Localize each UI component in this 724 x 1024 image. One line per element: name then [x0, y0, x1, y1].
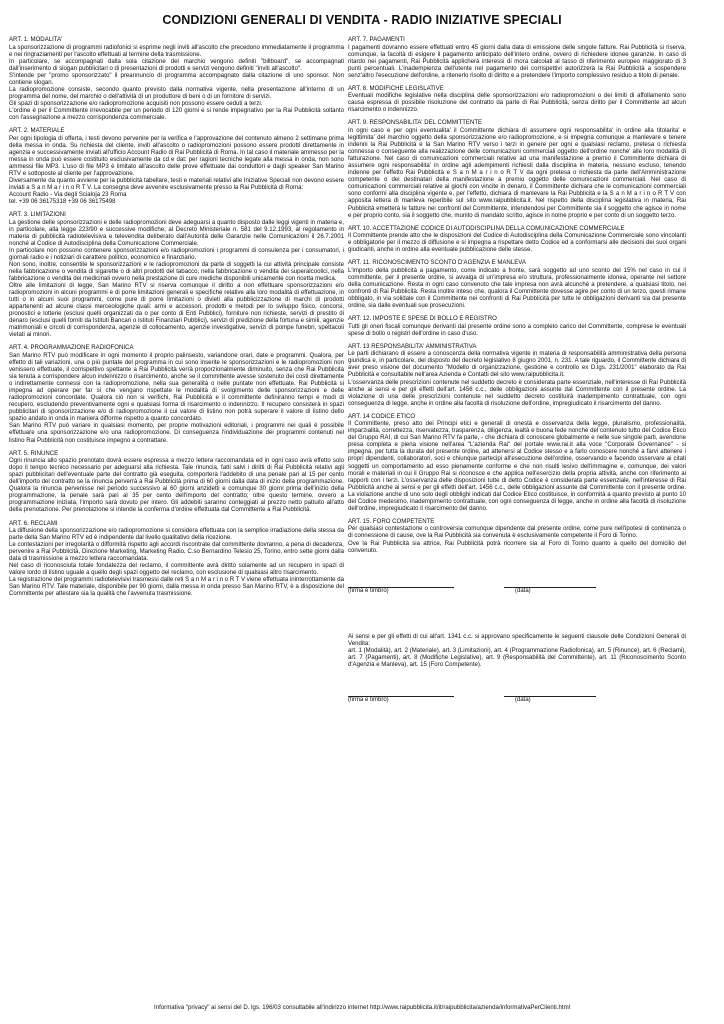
- right-column: [348, 36, 686, 736]
- article-body: [348, 420, 686, 512]
- article-heading: ART. 15. FORO COMPETENTE: [348, 517, 435, 525]
- article-paragraph: Non sono, inoltre, consentite le sponsorizzazioni e le radiopromozioni da parte di soggetti la cui attività principale consiste nella fabbricazione o vendita di sigarette o di altri prodotti del tabacco, nella fabbricazione o vendita dei superalcoolici, nella fabbricazione o vendita dei medicinali ovvero nella prestazione di cure mediche disponibili unicamente con ricetta medica.: [9, 260, 344, 282]
- article-paragraph: La registrazione dei programmi radiotelevisivi trasmessi dalle reti S a n M a r i n o R T V viene effettuata ininterrottamente da San Marino RTV. Tale materiale, disponibile per 90 giorni, dalla messa in onda presso San Marino RTV, è a disposizione del Committente per attestare sia la qualità che l'avvenuta trasmissione.: [9, 576, 344, 598]
- article-body: [348, 525, 686, 553]
- article-heading: ART. 6. RECLAMI: [9, 519, 58, 527]
- article-heading: ART. 1. MODALITA': [9, 36, 63, 43]
- left-column: [9, 36, 344, 604]
- article-paragraph: In ogni caso e per ogni eventualita' il Committente dichiara di assumere ogni responsabilita' in ordine alla titolarita' e legittimita' del marchio oggetto della sponsorizzazione e/o radiopromozione, e si impegna comunque a manlevare e tenere indenni la Rai Pubblicità e la San Marino RTV verso i terzi in genere per ogni e qualsiasi reclamo, pretesa o richiesta connessa o conseguente alla realizzazione delle comunicazioni commerciali oggetto dell'ordine nonche' alle loro modalità di fatturazione. Nel caso di comunicazioni commerciali relative ad una manifestazione a premio il Committente dichiara di assumere ogni responsabilita' in ordine agli adempimenti richiesti dalla disciplina in materia, nessuno escluso, tenendo indenne per l'effetto Rai Pubblicità e S a n M a r i n o R T V da ogni pretesa o richiesta da parte dell'Amministrazione competente o dei destinatari della manifestazione a premio oggetto delle comunicazioni commerciali. Nel caso di comunicazioni commerciali relative ai giochi con vincite in denaro, il Committente dichiara che le comunicazioni commerciali sono conformi alla disciplina vigente e, per l'effetto, dichiara di manlevare la Rai Pubblicità e la S a n M a r i n o R T V con apposita lettera di manleva reperibile sul sito www.raipubblicita.it. Nel rispetto della disciplina legislativa in materia, Rai Pubblicità emetterà le fatture nei confronti del Committente, intendendosi per Committente sia il soggetto che agisce in nome e per proprio conto, sia il soggetto che, munito di mandato scritto, agisce in nome proprio e per conto di un soggetto terzo.: [348, 127, 686, 219]
- article-paragraph: Le parti dichiarano di essere a conoscenza della normativa vigente in materia di responsabilità amministrativa della persona giuridica e, in particolare, del disposto del decreto legislativo 8 giugno 2001, n. 231. A tale riguardo, il Committente dichiara di aver preso visione del documento "Modello di organizzazione, gestione e controllo ex D.lgs. 231/2001" elaborato da Rai Pubblicità e consultabile nell'area Azienda e Contatti del sito www.raipubblicita.it.: [348, 350, 686, 379]
- signature-label: (firma e timbro): [348, 696, 389, 703]
- article-body: [9, 352, 344, 444]
- article-heading: ART. 4. PROGRAMMAZIONE RADIOFONICA: [9, 344, 134, 352]
- article-section: [9, 211, 344, 338]
- article-paragraph: La gestione delle sponsorizzazioni e delle radiopromozioni deve adeguarsi a quanto disposto dalle leggi vigenti in materia e, in particolare, alla legge 223/90 e successive modifiche, al Decreto Ministeriale n. 581 del 9.12.1993, al regolamento in materia di pubblicità radiotelevisiva e televendita deliberato dall'Autorità delle Garanzie nelle Comunicazioni il 26.7.2001 nonché al Codice di Autodisciplina della Comunicazione Commerciale.: [9, 218, 344, 247]
- article-section: [9, 450, 344, 514]
- approval-clauses: [348, 633, 686, 668]
- article-paragraph: Tutti gli oneri fiscali comunque derivanti dal presente ordine sono a completo carico del Committente, comprese le eventuali spese di bollo o registri dell'ordine in caso d'uso.: [348, 322, 686, 337]
- article-heading: ART. 5. RINUNCE: [9, 449, 59, 457]
- article-paragraph: San Marino RTV può variare in qualsiasi momento, per proprie motivazioni editoriali, i programmi nei quali è possibile effettuare una sponsorizzazione e/o una radiopromozione. Di conseguenza l'individuazione dei programmi contenuti nel listino Rai Pubblicità non costituisce impegno a contrattare.: [9, 422, 344, 444]
- article-paragraph: tel. +39 06 36175318 +39 06 36175498: [9, 198, 116, 206]
- article-paragraph: In particolare non possono contenere sponsorizzazioni e/o radiopromozioni i programmi di consulenza per i consumatori, i giornali radio e i notiziari di carattere politico, economico e finanziario.: [9, 246, 344, 261]
- article-paragraph: Il Committente, preso atto dei Principi etici e generali di onestà e osservanza della legge, pluralismo, professionalità, imparzialità, correttezza, riservatezza, trasparenza, diligenza, lealtà e buona fede nonché del contenuto tutto del Codice Etico del Gruppo RAI, di cui San Marino RTV fa parte, - che dichiara di conoscere globalmente e nelle sue singole parti, avendone presa completa e piena visione nell'area "L'azienda Rai" del portale www.rai.it alla voce "Corporate Governance" - si impegna, per tutta la durata del presente ordine, ad attenersi al Codice stesso e a farlo conoscere nonché a farvi attenere i propri dipendenti, collaboratori, soci e chiunque partecipi all'esecuzione dell'ordine, osservando e facendo osservare ai citati soggetti un comportamento ad esso pienamente conforme e che non risulti lesivo dell'immagine e, comunque, dei valori morali e materiali in cui il Gruppo Rai si riconosce e che applica nell'esercizio della propria attività, anche con riferimento ai rapporti con i terzi. L'osservanza delle disposizioni tutte di detto Codice è considerata parte essenziale, nell'interesse di Rai Pubblicità anche ai sensi e per gli effetti dell'art. 1456 c.c., delle obbligazioni assunte dal Committente con il presente ordine. La violazione anche di uno solo degli obblighi indicati dal Codice Etico costituisce, in conformità a quanto previsto al punto 10 del Codice medesimo, inadempimento contrattuale, con ogni conseguenza di legge, anche in ordine alla facoltà di risoluzione dell'ordine, impregiudicato il risarcimento del danno.: [348, 420, 686, 512]
- article-paragraph: Per qualsiasi contestazione o controversia comunque dipendente dal presente ordine, come pure nell'ipotesi di continenza o di connessione di cause, ove la Rai Pubblicità sia convenuta è esclusivamente competente il Foro di Torino.: [348, 525, 686, 540]
- article-body: [9, 457, 344, 513]
- article-section: [9, 520, 344, 598]
- article-paragraph: S'intende per "promo sponsorizzato" il preannuncio di programma accompagnato dalla citazione di uno sponsor. Non contiene slogan.: [9, 71, 344, 86]
- article-paragraph: Le contestazioni per irregolarità o difformità rispetto agli accordi riscontrate dal committente dovranno, a pena di decadenza, pervenire a Rai Pubblicità, Direzione Marketing, Marketing Radio, C.so Bernardino Telesio 25, Torino, entro sette giorni dalla data di trasmissione a mezzo lettera raccomandata.: [9, 541, 344, 563]
- article-section: [348, 36, 686, 79]
- article-paragraph: La diffusione della sponsorizzazione e/o radiopromozione si considera effettuata con la semplice irradiazione della stessa da parte della San Marino RTV ed è indipendente dal livello qualitativo della ricezione.: [9, 527, 344, 542]
- article-paragraph: Ove la Rai Pubblicità sia attrice, Rai Pubblicità potrà ricorrere sia al Foro di Torino quanto a quello del domicilio del convenuto.: [348, 539, 686, 554]
- privacy-footer: Informativa "privacy" ai sensi del D. lgs. 196/03 consultabile all'indirizzo internet http://www.raipubblicita.it/it/raipubblicita/azienda/informativaPerClienti.html: [154, 1004, 570, 1011]
- signature-label: (firma e timbro): [348, 587, 389, 594]
- article-heading: ART. 14 CODICE ETICO: [348, 412, 416, 420]
- article-paragraph: I pagamenti dovranno essere effettuati entro 45 giorni dalla data di emissione delle singole fatture. Rai Pubblicità si riserva, comunque, la facoltà di esigere il pagamento anticipato dell'intero ordine, ovvero di richiedere idonee garanzie. In caso di ritardo nei pagamenti, Rai Pubblicità applicherà interessi di mora calcolati al tasso di riferimento europeo maggiorato di 3 punti percentuali. L'inadempienza dell'utente nel pagamento dei corrispettivi autorizzerà la Rai Pubblicità a sospendere senz'altro l'esecuzione dell'ordine, a ritenerlo risolto di diritto e a pretendere l'importo complessivo residuo a titolo di penale.: [348, 43, 686, 79]
- article-body: [348, 323, 686, 337]
- article-section: [348, 85, 686, 114]
- article-paragraph: San Marino RTV può modificare in ogni momento il proprio palinsesto, variandone orari, date e programmi. Qualora, per effetto di tali variazioni, una o più puntate del programma in cui sono inserite le sponsorizzazioni e le radiopromozioni non venissero effettuate, il corrispettivo spettante a Rai Pubblicità verrà proporzionalmente diminuito, senza che Rai Pubblicità sia tenuta a corrispondere alcun indennizzo o risarcimento, anche se il committente avesse sostenuto dei costi direttamente o indirettamente connessi con la radiopromozione, nella sua generalità o nelle puntate non effettuate. Rai Pubblicità si impegna ad operare per far sì che vengano rispettate le modalità di svolgimento delle sponsorizzazioni e delle radiopromozioni concordate. Qualora ciò non si verifichi, Rai Pubblicità e il committente definiranno tempi e modi di recupero, escludendo preventivamente ogni e qualsiasi forma di risarcimento o indennizzo. Il recupero consisterà in spazi pubblicitari di sponsorizzazione e/o di radiopromozione il cui valore di listino non potrà superare il valore di listino dello spazio andato in onda in maniera difforme rispetto a quanto concordato.: [9, 351, 344, 423]
- article-heading: ART. 2. MATERIALE: [9, 127, 65, 135]
- article-section: [348, 259, 686, 309]
- article-section: [348, 225, 686, 254]
- article-paragraph: Ogni rinuncia allo spazio prenotato dovrà essere espressa a mezzo lettera raccomandata ed in ogni caso avrà effetto solo dopo il tempo tecnico necessario per adeguarsi alla richiesta. Tale rinuncia, fatti salvi i diritti di Rai Pubblicità relativi agli spazi pubblicitari dell'eventuale parte del contratto già eseguita, comporterà l'addebito di una penale pari al 15 per cento dell'importo del contratto se la rinuncia perverrà a Rai Pubblicità prima di 60 giorni dalla data di inizio della programmazione. Qualora la rinuncia pervenisse nel periodo successivo ai 60 giorni anzidetti e comunque 30 giorni prima dell'inizio della programmazione, la penale sarà pari al 35 per cento dell'importo del contratto; oltre questo termine, ovvero a programmazione iniziata, l'importo sarà dovuto per intero. Gli addebiti saranno conteggiati al prezzo netto pattuito all'atto della prenotazione. Per prenotazione si intende la conferma d'ordine effettuata dal Committente a Rai Pubblicità.: [9, 457, 344, 514]
- article-body: [9, 44, 344, 122]
- article-heading: ART. 8. MODIFICHE LEGISLATIVE: [348, 84, 444, 92]
- article-paragraph: Account Radio - Via degli Scialoja 23 Roma: [9, 190, 127, 198]
- article-section: [9, 127, 344, 205]
- article-paragraph: Per ogni tipologia di offerta, i testi devono pervenire per la verifica e l'approvazione del contenuto almeno 2 settimane prima della messa in onda. Su richiesta del cliente, inviti all'ascolto o radiopromozioni possono essere prodotti direttamente in agenzia e successivamente inviati all'ufficio Account Radio di Rai Pubblicità di Roma. In tal caso il materiale ammesso per la messa in onda può essere costituito esclusivamente da cd e dat: per ragioni tecniche legate alla messa in onda, non sono ammessi file MP3. L'uso di file MP3 è limitato all'ascolto delle prove effettuate dai conduttori e dagli speaker San Marino RTV e sottoposte al cliente per l'approvazione.: [9, 134, 344, 177]
- date-label: (data): [515, 696, 531, 703]
- signature-block-1: [348, 587, 686, 627]
- article-body: [348, 232, 686, 253]
- article-paragraph: La sponsorizzazione di programmi radiofonici si esprime negli inviti all'ascolto che precedono immediatamente il programma e nei ringraziamenti per l'ascolto effettuati al termine della trasmissione.: [9, 43, 344, 58]
- article-heading: ART. 13 RESPONSABILITA' AMMINISTRATIVA: [348, 342, 477, 350]
- article-body: [348, 127, 686, 219]
- document-title: CONDIZIONI GENERALI DI VENDITA - RADIO INIZIATIVE SPECIALI: [162, 13, 562, 27]
- article-heading: ART. 3. LIMITAZIONI: [9, 211, 66, 219]
- article-body: [9, 527, 344, 597]
- article-body: [9, 135, 344, 205]
- article-body: [348, 92, 686, 113]
- article-body: [348, 44, 686, 79]
- approval-intro: Ai sensi e per gli effetti di cui all'art. 1341 c.c. si approvano specificamente le seguenti clausole delle Condizioni Generali di Vendita:: [348, 632, 686, 647]
- article-body: [9, 219, 344, 339]
- right-articles: [348, 36, 686, 554]
- article-paragraph: L'importo della pubblicità a pagamento, come indicato a fronte, sarà soggetto ad uno sconto del 15% nel caso in cui il committente, per il presente ordine, si avvalga di un'impresa e/o struttura, professionalmente idonea, operante nel settore della comunicazione. Resta in ogni caso convenuto che tale impresa non avrà alcunché a pretendere, a qualsiasi titolo, nei confronti di Rai Pubblicità. Resta inoltre inteso che, qualora il Committente dovesse agire per conto di un terzo, questi rimane obbligato, in via solidale con il Committente nei confronti di Rai Pubblicità per tutte le obbligazioni derivanti sia dal presente ordine, sia dalle eventuali sue prosecuzioni.: [348, 266, 686, 310]
- article-paragraph: Gli spazi di sponsorizzazione e/o radiopromozione acquisiti non possono essere ceduti a terzi.: [9, 99, 263, 107]
- article-paragraph: Diversamente da quanto avviene per la pubblicità tabellare, testi e materiali relativi alle Iniziative Speciali non devono essere inviati a S a n M a r i n o R T V. La consegna deve avvenire esclusivamente presso la Rai Pubblicità di Roma:: [9, 176, 344, 191]
- article-section: [348, 343, 686, 407]
- article-paragraph: Il Committente prende atto che le disposizioni del Codice di Autodisciplina della Comunicazione Commerciale sono vincolanti e obbligatorie per il mezzo di diffusione e si impegna a rispettare detto Codice ed a conformarsi alle decisioni dei suoi organi giudicanti, anche in ordine alla eventuale pubblicazione delle stesse.: [348, 232, 686, 254]
- signature-block-2: [348, 696, 686, 736]
- article-section: [9, 344, 344, 443]
- date-label: (data): [515, 587, 531, 594]
- article-paragraph: L'ordine è per il Committente irrevocabile per un periodo di 120 giorni e si rende impegnativo per la Rai Pubblicità soltanto con l'assegnazione a mezzo corrispondenza commerciale.: [9, 106, 344, 122]
- article-heading: ART. 11. RICONOSCIMENTO SCONTO D'AGENZIA E MANLEVA: [348, 259, 526, 267]
- approval-list: art. 1 (Modalità), art. 2 (Materiale), art. 3 (Limitazioni), art. 4 (Programmazione Radiofonica), art. 5 (Rinunce), art. 6 (Reclami), art. 7 (Pagamenti), art. 8 (Modifiche Legislative), art. 9 (Responsabilità del Committente), art. 11 (Riconoscimento Sconto d'Agenzia e Manleva), art. 15 (Foro Competente).: [348, 646, 686, 668]
- article-heading: ART. 7. PAGAMENTI: [348, 36, 405, 43]
- article-heading: ART. 12. IMPOSTE E SPESE DI BOLLO E REGISTRO: [348, 315, 497, 323]
- article-section: [348, 119, 686, 218]
- article-heading: ART. 10. ACCETTAZIONE CODICE DI AUTODISCIPLINA DELLA COMUNICAZIONE COMMERCIALE: [348, 224, 625, 232]
- article-paragraph: In particolare, se accompagnati dalla sola citazione del marchio vengono definiti "billboard", se accompagnati dall'inserimento di slogan pubblicitari o di presentazioni di prodotti e servizi vengono definiti "inviti all'ascolto".: [9, 57, 344, 72]
- article-section: [348, 315, 686, 337]
- article-section: [348, 518, 686, 554]
- article-section: [9, 36, 344, 121]
- article-paragraph: Oltre alle limitazioni di legge, San Marino RTV si riserva comunque il diritto a non effettuare sponsorizzazioni e/o radiopromozioni in alcuni programmi e di porre limitazioni generali e specifiche relative alla loro modalità di effettuazione, in tutti o in alcuni suoi programmi, come pure di porre limitazioni o divieti alla pubblicizzazione di marchi di prodotti appartenenti ad alcune classi merceologiche quali: armi e accessori, prodotti e metodi per lo sviluppo fisico, concorsi, pronostici e lotterie (esclusi quelli organizzati da o per conto di Enti Pubblici), forniture non richieste, servizi di prestito di denaro (esclusi quelli forniti da Istituti Bancari o Istituti Finanziari Pubblici), servizi di predizione della fortuna e simili, agenzie matrimoniali e circoli di corrispondenza, agenzie di collocamento, agenzie investigative, servizi di pompe funebri, spettacoli vietati ai minori.: [9, 282, 344, 339]
- article-section: [348, 413, 686, 512]
- article-heading: ART. 9. RESPONSABILITA' DEL COMMITTENTE: [348, 119, 483, 127]
- article-paragraph: Nel caso di riconosciuta totale fondatezza del reclamo, il committente avrà diritto solamente ad un recupero in spazi di valore lordo di listino uguale a quello degli spazi oggetto del reclamo, con esclusione di qualsiasi altro risarcimento.: [9, 562, 344, 577]
- article-body: [348, 267, 686, 309]
- article-paragraph: La radiopromozione consiste, secondo quanto previsto dalla normativa vigente, nella presentazione all'interno di un programma del nome, del marchio o dell'attività di un produttore di beni o di un fornitore di servizi.: [9, 85, 344, 100]
- article-paragraph: L'osservanza delle prescrizioni contenute nel suddetto decreto è considerata parte essenziale, nell'interesse di Rai Pubblicità anche ai sensi e per gli effetti dell'art. 1456 c.c., delle obbligazioni assunte dal Committente con il presente ordine. La violazione di una delle prescrizioni contenute nel suddetto decreto costituirà inadempimento contrattuale, con ogni conseguenza di legge, anche in ordine alla facoltà di risoluzione dell'ordine, impregiudicato il risarcimento del danno.: [348, 378, 686, 407]
- article-paragraph: Eventuali modifiche legislative nella disciplina delle sponsorizzazioni e/o radiopromozioni o dei limiti di affollamento sono causa espressa di possibile risoluzione del contratto da parte di Rai Pubblicità, senza diritto per il Committente ad alcun risarcimento o indennizzo.: [348, 92, 686, 114]
- article-body: [348, 350, 686, 406]
